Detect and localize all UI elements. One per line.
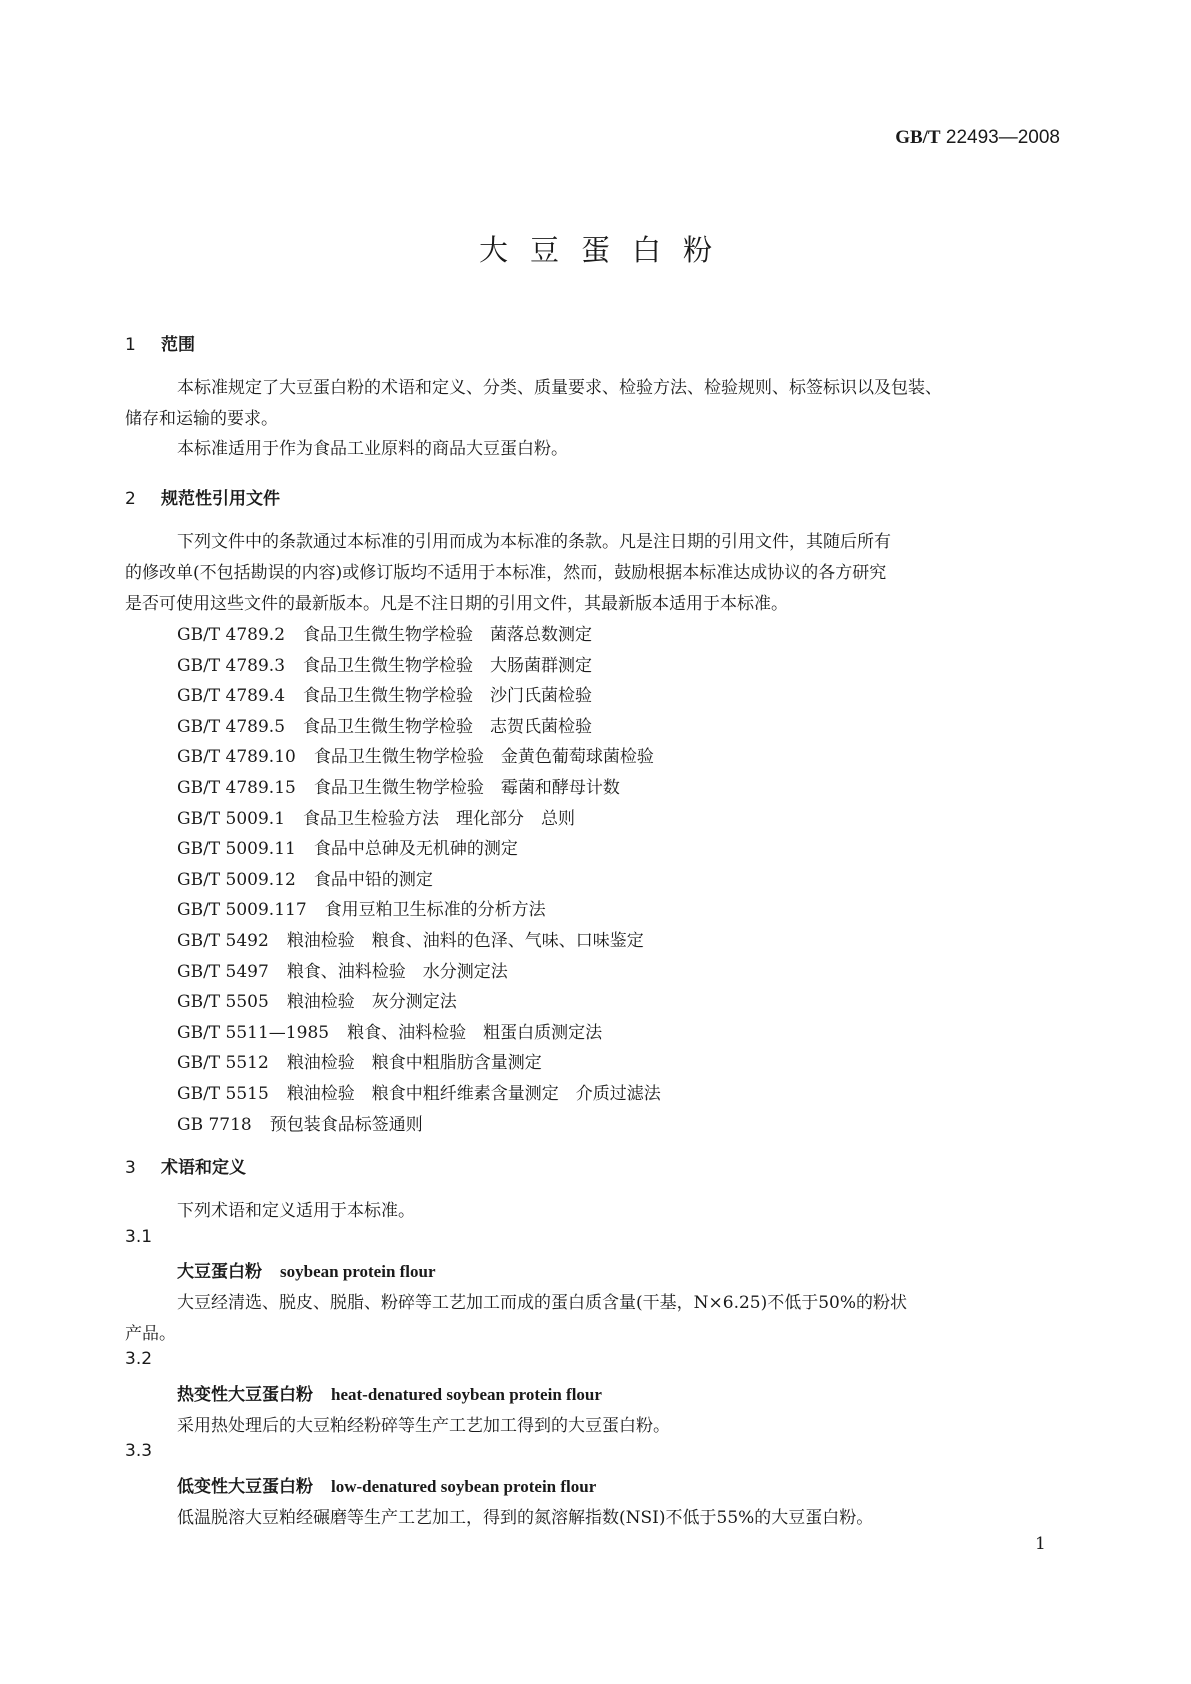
term-en: soybean protein flour [280, 1262, 436, 1281]
reference-code: GB/T 4789.5 [177, 716, 286, 737]
reference-item [177, 742, 654, 767]
reference-title: 食品卫生检验方法 理化部分 总则 [303, 808, 576, 829]
paragraph-line: 的修改单(不包括勘误的内容)或修订版均不适用于本标准，然而，鼓励根据本标准达成协议的各方研究 [125, 563, 887, 583]
reference-code: GB/T 5492 [177, 931, 269, 951]
reference-title: 食品卫生微生物学检验 志贺氏菌检验 [303, 716, 593, 737]
section-title: 范围 [161, 335, 195, 355]
reference-item [177, 1048, 542, 1073]
reference-item [177, 865, 433, 890]
reference-title: 食品卫生微生物学检验 霉菌和酵母计数 [313, 778, 620, 798]
reference-item [177, 895, 546, 920]
page-number: 1 [1035, 1534, 1046, 1554]
reference-item [177, 712, 592, 737]
reference-title: 食用豆粕卫生标准的分析方法 [324, 900, 546, 921]
reference-code: GB/T 4789.2 [177, 625, 286, 645]
section-title: 规范性引用文件 [161, 489, 280, 509]
term-definition-line: 采用热处理后的大豆粕经粉碎等生产工艺加工得到的大豆蛋白粉。 [177, 1416, 670, 1436]
term-en: heat-denatured soybean protein flour [331, 1385, 602, 1404]
reference-title: 预包装食品标签通则 [269, 1114, 423, 1135]
reference-title: 粮油检验 粮食、油料的色泽、气味、口味鉴定 [286, 931, 644, 951]
section-number: 3 [125, 1158, 136, 1178]
standard-code [895, 127, 1060, 149]
term-definition-line: 低温脱溶大豆粕经碾磨等生产工艺加工，得到的氮溶解指数(NSI)不低于55%的大豆蛋白粉。 [177, 1508, 874, 1528]
reference-title: 食品卫生微生物学检验 大肠菌群测定 [303, 655, 593, 676]
reference-title: 食品中总砷及无机砷的测定 [313, 839, 518, 860]
term-zh: 热变性大豆蛋白粉 [177, 1385, 313, 1405]
paragraph-line: 本标准规定了大豆蛋白粉的术语和定义、分类、质量要求、检验方法、检验规则、标签标识以及包装、 [177, 378, 942, 398]
term-definition-line: 产品。 [125, 1324, 176, 1344]
reference-item [177, 1079, 661, 1104]
section-number: 1 [125, 335, 136, 355]
reference-title: 粮食、油料检验 水分测定法 [286, 961, 508, 982]
reference-title: 粮食、油料检验 粗蛋白质测定法 [347, 1022, 603, 1043]
reference-title: 粮油检验 粮食中粗纤维素含量测定 介质过滤法 [286, 1084, 661, 1104]
reference-item [177, 620, 592, 645]
reference-item [177, 1110, 423, 1135]
paragraph-line: 下列文件中的条款通过本标准的引用而成为本标准的条款。凡是注日期的引用文件，其随后所有 [177, 532, 891, 552]
reference-code: GB/T 4789.15 [177, 778, 296, 798]
reference-title: 食品中铅的测定 [313, 869, 433, 890]
reference-code: GB/T 5515 [177, 1084, 269, 1104]
reference-title: 粮油检验 灰分测定法 [286, 992, 457, 1013]
paragraph-line: 本标准适用于作为食品工业原料的商品大豆蛋白粉。 [177, 439, 568, 459]
reference-item [177, 681, 592, 706]
reference-code: GB 7718 [177, 1114, 252, 1135]
section-1-heading [125, 330, 195, 355]
reference-title: 食品卫生微生物学检验 菌落总数测定 [303, 625, 593, 645]
reference-code: GB/T 4789.4 [177, 686, 286, 707]
reference-code: GB/T 5009.11 [177, 839, 296, 860]
term-heading [177, 1257, 436, 1282]
section-2-heading [125, 484, 280, 509]
term-number: 3.3 [125, 1441, 153, 1461]
reference-code: GB/T 5505 [177, 992, 269, 1013]
document-title: 大豆蛋白粉 [478, 233, 734, 267]
paragraph-line: 储存和运输的要求。 [125, 409, 278, 429]
reference-code: GB/T 4789.3 [177, 655, 286, 676]
term-en: low-denatured soybean protein flour [331, 1477, 597, 1496]
section-3-heading [125, 1153, 246, 1178]
reference-code: GB/T 5512 [177, 1053, 269, 1074]
reference-code: GB/T 5009.117 [177, 900, 307, 921]
term-number: 3.1 [125, 1227, 153, 1247]
paragraph-line: 下列术语和定义适用于本标准。 [177, 1201, 415, 1221]
reference-item [177, 804, 575, 829]
reference-code: GB/T 5009.1 [177, 808, 286, 829]
term-heading [177, 1472, 596, 1497]
term-zh: 低变性大豆蛋白粉 [177, 1477, 313, 1497]
reference-title: 粮油检验 粮食中粗脂肪含量测定 [286, 1053, 542, 1074]
term-heading [177, 1380, 602, 1405]
reference-code: GB/T 5511—1985 [177, 1022, 330, 1043]
section-title: 术语和定义 [161, 1158, 246, 1178]
reference-code: GB/T 4789.10 [177, 747, 296, 768]
reference-item [177, 957, 508, 982]
reference-title: 食品卫生微生物学检验 金黄色葡萄球菌检验 [313, 747, 654, 768]
term-number: 3.2 [125, 1349, 153, 1369]
reference-code: GB/T 5009.12 [177, 869, 296, 890]
standard-code-prefix: GB/T [895, 127, 941, 148]
term-definition-line: 大豆经清选、脱皮、脱脂、粉碎等工艺加工而成的蛋白质含量(干基，N×6.25)不低于50%的粉状 [177, 1293, 908, 1313]
paragraph-line: 是否可使用这些文件的最新版本。凡是不注日期的引用文件，其最新版本适用于本标准。 [125, 594, 788, 614]
reference-item [177, 834, 518, 859]
reference-item [177, 987, 457, 1012]
reference-title: 食品卫生微生物学检验 沙门氏菌检验 [303, 686, 593, 707]
section-number: 2 [125, 489, 136, 509]
reference-item [177, 926, 644, 951]
standard-code-number: 22493—2008 [945, 127, 1060, 148]
term-zh: 大豆蛋白粉 [177, 1262, 262, 1282]
reference-item [177, 1018, 602, 1043]
reference-code: GB/T 5497 [177, 961, 269, 982]
reference-item [177, 773, 620, 798]
reference-item [177, 651, 592, 676]
